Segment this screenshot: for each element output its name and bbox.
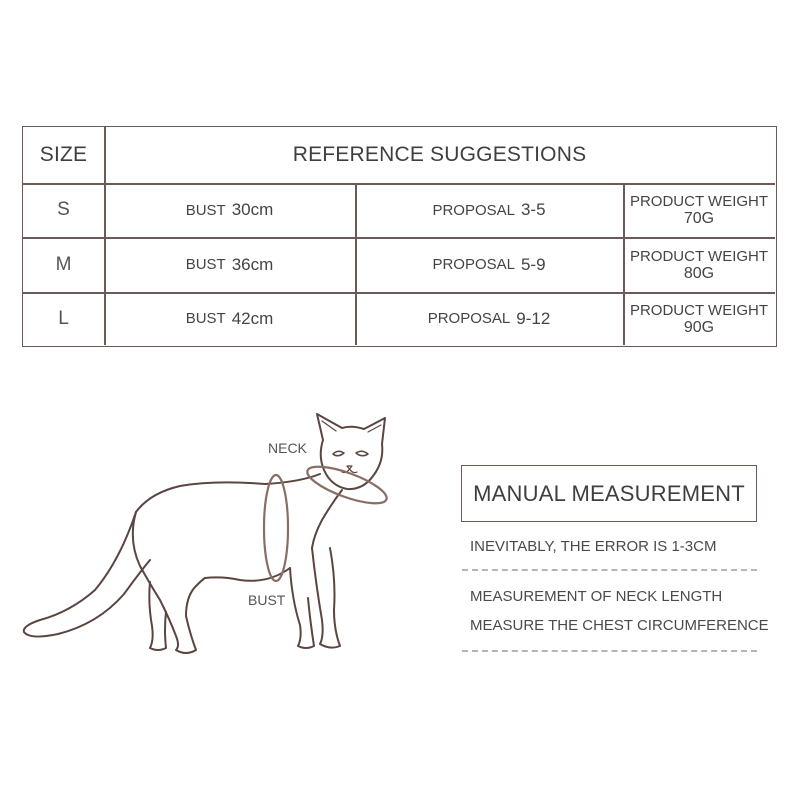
weight-cell: [623, 183, 775, 237]
proposal-cell: [355, 292, 623, 345]
proposal-label: PROPOSAL: [432, 256, 515, 273]
weight-label: PRODUCT WEIGHT: [629, 301, 769, 319]
size-cell: S: [57, 199, 70, 220]
dashed-divider: [462, 569, 757, 571]
bust-value: 42cm: [231, 308, 274, 328]
proposal-value: 5-9: [520, 254, 546, 274]
reference-header: REFERENCE SUGGESTIONS: [292, 143, 587, 166]
weight-cell: [623, 237, 775, 292]
dashed-divider: [462, 650, 757, 652]
size-cell: L: [58, 307, 69, 329]
bust-label: BUST: [185, 256, 226, 273]
weight-value: 70G: [683, 210, 715, 227]
weight-label: PRODUCT WEIGHT: [629, 247, 769, 265]
bust-cell: [104, 292, 355, 345]
weight-label: PRODUCT WEIGHT: [629, 193, 769, 210]
bust-value: 36cm: [231, 254, 274, 274]
cat-illustration: [0, 380, 460, 680]
chest-note: MEASURE THE CHEST CIRCUMFERENCE: [470, 617, 769, 634]
proposal-cell: [355, 183, 623, 237]
neck-note: MEASUREMENT OF NECK LENGTH: [470, 588, 723, 605]
size-cell: M: [55, 253, 72, 275]
bust-label: BUST: [185, 310, 226, 327]
weight-value: 80G: [683, 264, 715, 282]
bust-cell: [104, 237, 355, 292]
proposal-value: 9-12: [516, 308, 551, 328]
neck-label: NECK: [268, 440, 307, 456]
bust-label: BUST: [185, 201, 226, 219]
bust-label: BUST: [248, 592, 286, 608]
proposal-label: PROPOSAL: [427, 310, 511, 327]
manual-measurement-title: MANUAL MEASUREMENT: [461, 465, 757, 522]
proposal-label: PROPOSAL: [432, 201, 515, 219]
weight-cell: [623, 292, 775, 345]
bust-value: 30cm: [231, 200, 274, 219]
size-table: [22, 126, 777, 347]
bust-cell: [104, 183, 355, 237]
size-header: SIZE: [39, 143, 88, 166]
proposal-cell: [355, 237, 623, 292]
error-note: INEVITABLY, THE ERROR IS 1-3CM: [470, 538, 717, 555]
weight-value: 90G: [683, 318, 715, 336]
proposal-value: 3-5: [520, 200, 546, 219]
